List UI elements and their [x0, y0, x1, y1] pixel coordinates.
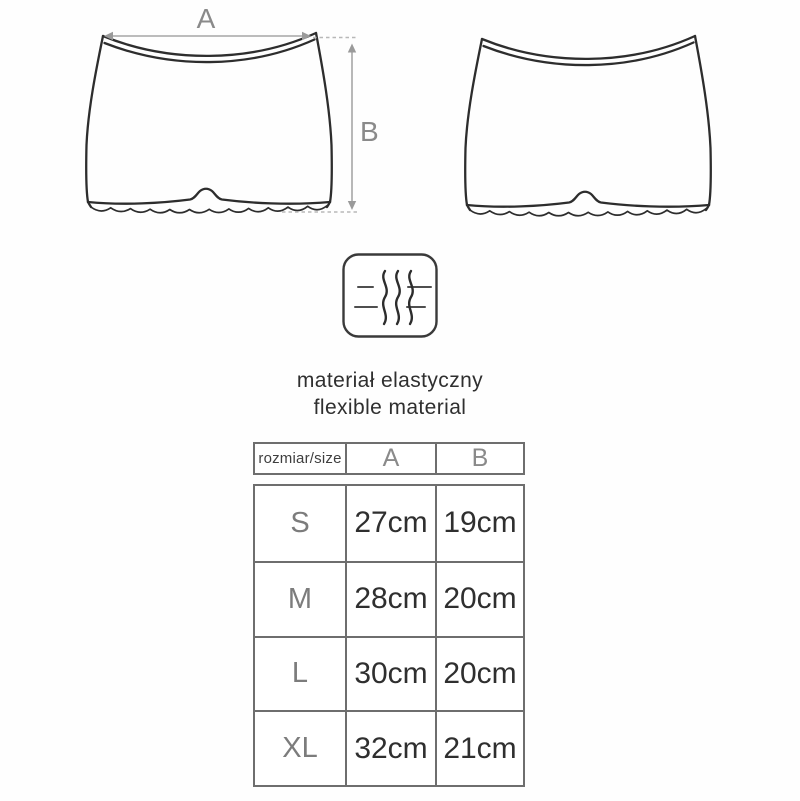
- elastic-material-icon: [342, 253, 438, 338]
- value-a-s: 27cm: [345, 486, 435, 561]
- material-caption: [0, 367, 780, 421]
- width-label: A: [196, 3, 216, 34]
- material-caption-line-en: flexible material: [313, 396, 467, 419]
- height-dimension-arrow: [348, 44, 356, 211]
- material-caption-line-pl: materiał elastyczny: [296, 369, 484, 392]
- size-cell-l: L: [255, 636, 345, 711]
- height-label: B: [360, 116, 379, 147]
- shorts-front-drawing: [86, 33, 332, 213]
- value-b-xl: 21cm: [435, 710, 523, 785]
- size-table: [253, 442, 525, 787]
- value-b-l: 20cm: [435, 636, 523, 711]
- value-b-m: 20cm: [435, 561, 523, 636]
- value-b-s: 19cm: [435, 486, 523, 561]
- shorts-back-drawing: [465, 36, 711, 216]
- size-cell-s: S: [290, 506, 310, 539]
- size-table-header: [253, 442, 525, 475]
- shorts-dimension-diagram: [0, 0, 800, 240]
- size-table-body: [253, 484, 525, 787]
- size-cell-xl: XL: [255, 710, 345, 785]
- value-a-xl: 32cm: [345, 710, 435, 785]
- value-a-l: 30cm: [345, 636, 435, 711]
- size-cell-m: M: [255, 561, 345, 636]
- header-cell-size: rozmiar/size: [258, 450, 342, 467]
- header-cell-a: A: [345, 444, 435, 473]
- value-a-m: 28cm: [345, 561, 435, 636]
- header-cell-b: B: [435, 444, 523, 473]
